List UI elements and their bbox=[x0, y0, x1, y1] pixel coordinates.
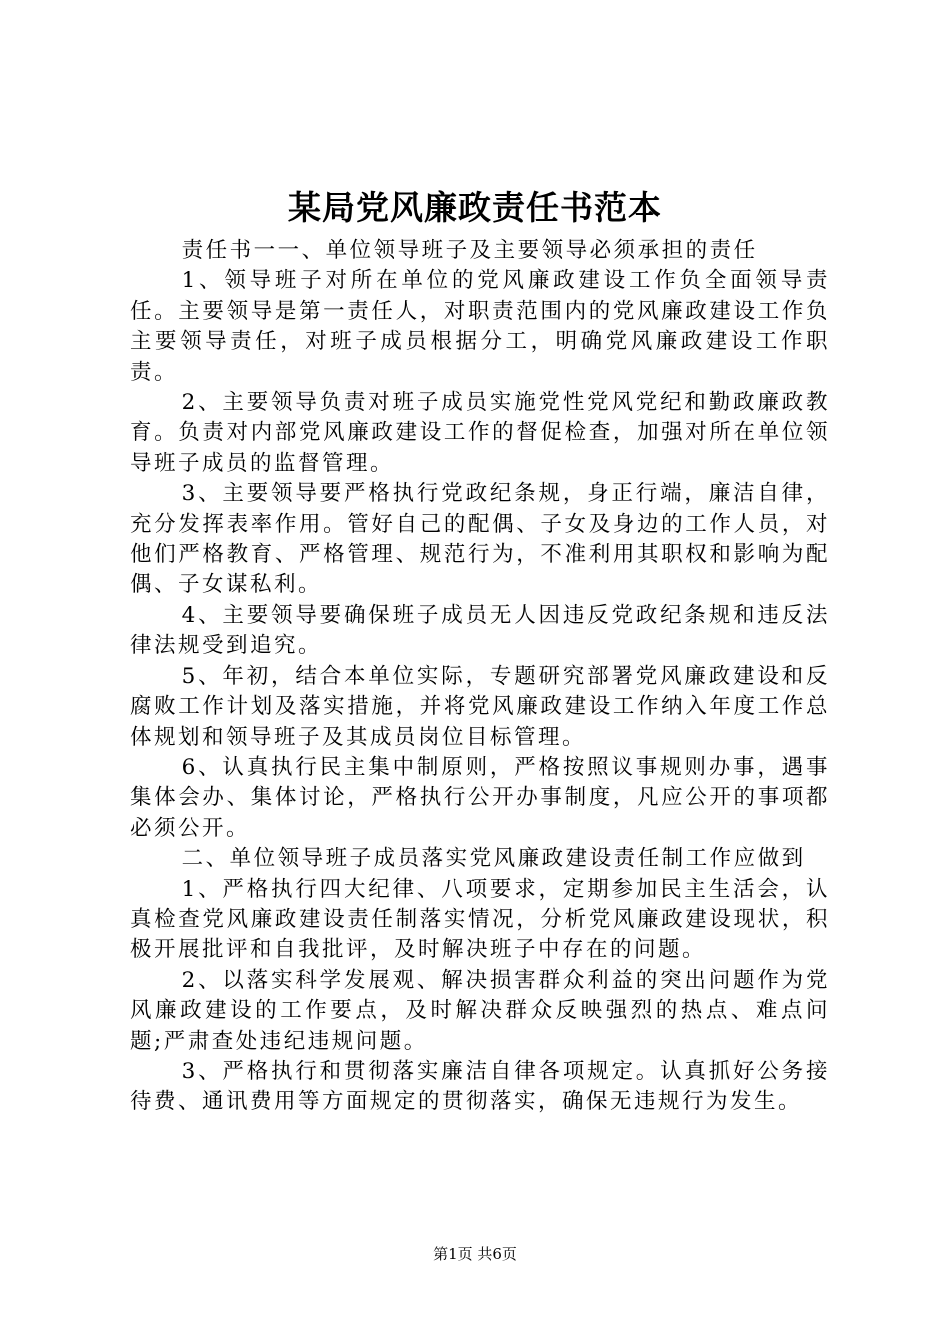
paragraph-2-2: 2、以落实科学发展观、解决损害群众利益的突出问题作为党风廉政建设的工作要点，及时解决群众反映强烈的热点、难点问题;严肃查处违纪违规问题。 bbox=[130, 967, 830, 1054]
paragraph-intro: 责任书一一、单位领导班子及主要领导必须承担的责任 bbox=[181, 238, 758, 263]
paragraph-1-1: 1、领导班子对所在单位的党风廉政建设工作负全面领导责任。主要领导是第一责任人，对职责范围内的党风廉政建设工作负主要领导责任，对班子成员根据分工，明确党风廉政建设工作职责。 bbox=[130, 268, 830, 385]
section-heading-2: 二、单位领导班子成员落实党风廉政建设责任制工作应做到 bbox=[181, 846, 806, 872]
paragraph-1-6: 6、认真执行民主集中制原则，严格按照议事规则办事，遇事集体会办、集体讨论，严格执行公开办事制度，凡应公开的事项都必须公开。 bbox=[130, 754, 830, 841]
paragraph-1-5: 5、年初，结合本单位实际，专题研究部署党风廉政建设和反腐败工作计划及落实措施，并将党风廉政建设工作纳入年度工作总体规划和领导班子及其成员岗位目标管理。 bbox=[130, 663, 830, 750]
paragraph-1-2: 2、主要领导负责对班子成员实施党性党风党纪和勤政廉政教育。负责对内部党风廉政建设工作的督促检查，加强对所在单位领导班子成员的监督管理。 bbox=[130, 390, 830, 476]
paragraph-2-3: 3、严格执行和贯彻落实廉洁自律各项规定。认真抓好公务接待费、通讯费用等方面规定的贯彻落实，确保无违规行为发生。 bbox=[130, 1058, 830, 1115]
paragraph-1-3: 3、主要领导要严格执行党政纪条规，身正行端，廉洁自律，充分发挥表率作用。管好自己的配偶、子女及身边的工作人员，对他们严格教育、严格管理、规范行为，不准利用其职权和影响为配偶、子女谋私利。 bbox=[130, 481, 830, 598]
page-footer: 第1页 共6页 bbox=[433, 1245, 517, 1263]
document-title: 某局党风廉政责任书范本 bbox=[288, 188, 662, 227]
document-body bbox=[130, 236, 830, 1118]
paragraph-1-4: 4、主要领导要确保班子成员无人因违反党政纪条规和违反法律法规受到追究。 bbox=[130, 602, 830, 659]
paragraph-2-1: 1、严格执行四大纪律、八项要求，定期参加民主生活会，认真检查党风廉政建设责任制落实情况，分析党风廉政建设现状，积极开展批评和自我批评，及时解决班子中存在的问题。 bbox=[130, 876, 830, 963]
